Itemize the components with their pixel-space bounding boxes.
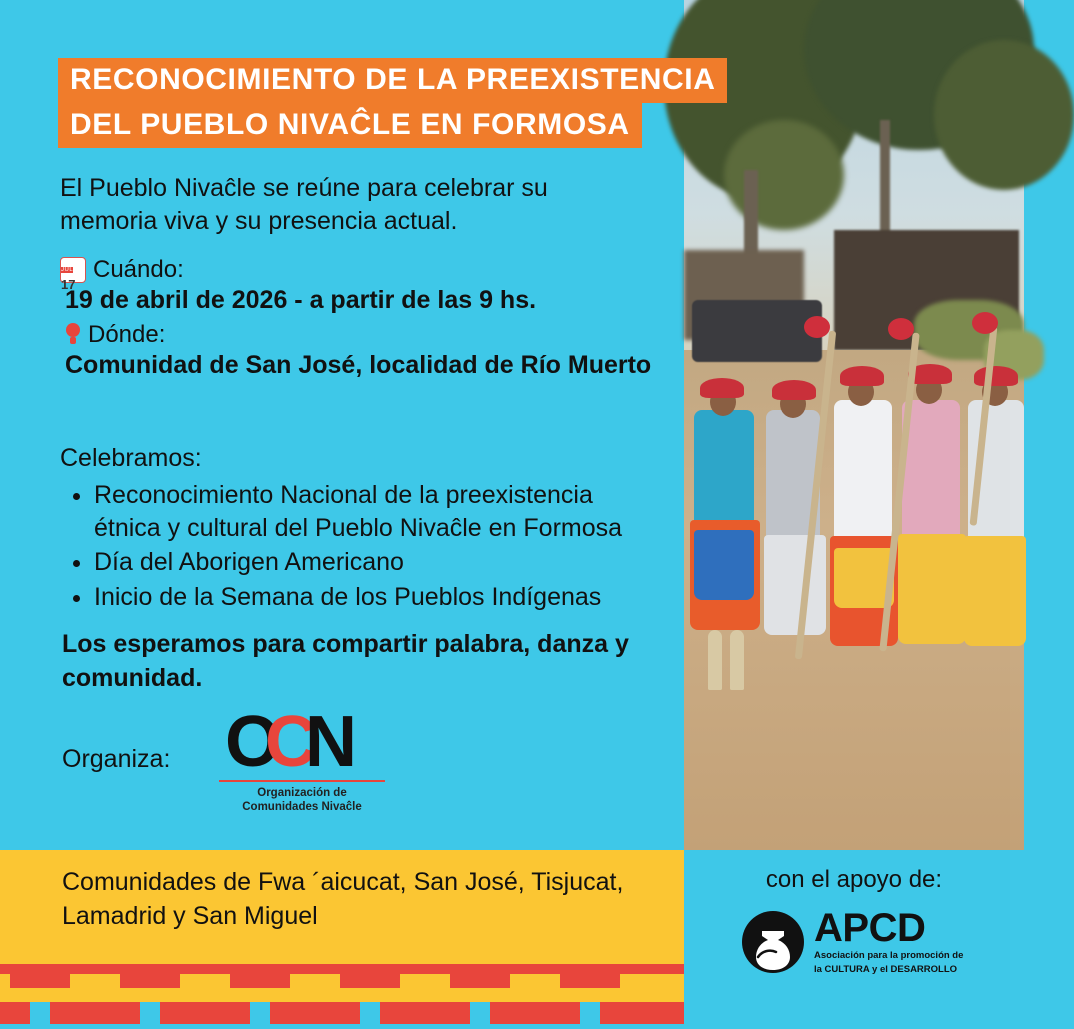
closing-text: Los esperamos para compartir palabra, danza y comunidad. — [62, 630, 629, 692]
apcd-acronym: APCD — [814, 906, 926, 950]
title-line-1: RECONOCIMIENTO DE LA PREEXISTENCIA — [58, 58, 727, 103]
apcd-line-1: Asociación para la promoción de — [814, 950, 964, 961]
decorative-pattern — [0, 958, 684, 1024]
title-line-2: DEL PUEBLO NIVAĈLE EN FORMOSA — [58, 103, 642, 148]
ocn-logo — [207, 702, 397, 815]
skirt-pattern — [694, 530, 754, 600]
person-leg — [730, 630, 744, 690]
person-skirt — [898, 534, 966, 644]
vessel-hand-icon — [740, 909, 806, 975]
head-band — [840, 366, 884, 386]
vehicle — [692, 300, 822, 362]
head-band — [772, 380, 816, 400]
person-skirt — [964, 536, 1026, 646]
tree-trunk — [880, 120, 890, 240]
when-label: Cuándo: — [93, 256, 184, 283]
ocn-letter-c: C — [265, 702, 315, 782]
ocn-logo-subtitle-2: Comunidades Nivaĉle — [242, 801, 362, 814]
event-photo — [684, 0, 1024, 850]
ocn-letter-n: N — [305, 702, 355, 782]
celebrate-label: Celebramos: — [60, 444, 202, 472]
staff-pompom — [804, 316, 830, 338]
person — [902, 400, 960, 540]
person — [834, 400, 892, 540]
calendar-icon — [60, 257, 86, 292]
person — [694, 410, 754, 530]
calendar-month: JUL — [61, 267, 74, 273]
communities-text: Comunidades de Fwa ´aicucat, San José, Tisjucat, Lamadrid y San Miguel — [62, 868, 624, 930]
ocn-logo-letters — [224, 702, 379, 782]
subtitle: El Pueblo Nivaĉle se reúne para celebrar su memoria viva y su presencia actual. — [60, 174, 548, 235]
apcd-line-2: la CULTURA y el DESARROLLO — [814, 963, 958, 975]
celebrate-list — [94, 479, 660, 613]
organizer-label: Organiza: — [62, 745, 171, 773]
head-band — [974, 366, 1018, 386]
ocn-logo-subtitle-1: Organización de — [257, 787, 347, 799]
person-skirt — [764, 535, 826, 635]
person-leg — [708, 630, 722, 690]
event-details — [60, 256, 660, 386]
where-row — [60, 321, 660, 349]
support-label: con el apoyo de: — [765, 866, 943, 893]
celebrate-section — [60, 444, 660, 615]
page-title — [58, 58, 716, 148]
when-row — [60, 256, 660, 292]
pattern-svg — [0, 958, 684, 1024]
when-value: 19 de abril de 2026 - a partir de las 9 hs. — [65, 286, 537, 314]
where-label: Dónde: — [88, 321, 166, 348]
staff-pompom — [888, 318, 914, 340]
ocn-letter-o: O — [224, 702, 279, 782]
apcd-logo — [740, 908, 976, 976]
list-item: • Día del Aborigen Americano — [94, 546, 660, 579]
where-value: Comunidad de San José, localidad de Río Muerto — [65, 351, 652, 379]
staff-pompom — [972, 312, 998, 334]
location-pin-icon — [65, 322, 81, 348]
calendar-day: 17 — [61, 277, 76, 292]
list-item: • Inicio de la Semana de los Pueblos Indígenas — [94, 581, 660, 614]
apcd-text — [814, 908, 963, 976]
head-band — [700, 378, 744, 398]
tree-foliage — [724, 120, 844, 230]
list-item: • Reconocimiento Nacional de la preexistencia étnica y cultural del Pueblo Nivaĉle en Formosa — [94, 479, 660, 544]
tree-foliage — [934, 40, 1074, 190]
